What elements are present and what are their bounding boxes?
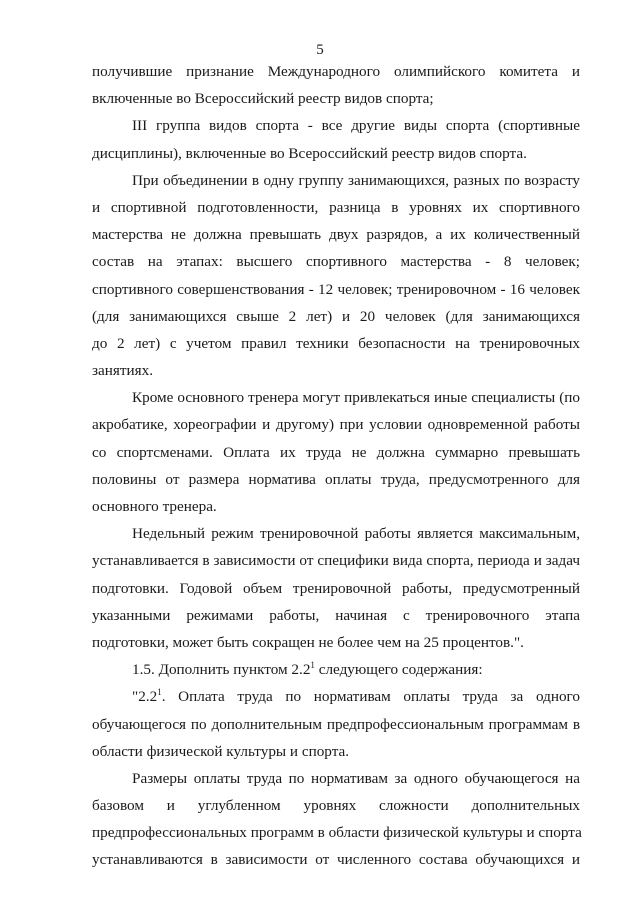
text-line: спортивного совершенствования - 12 человек; тренировочном - 16 человек [92,280,580,298]
superscript: 1 [310,660,315,671]
text-line: Размеры оплаты труда по нормативам за одного обучающегося на [132,769,580,787]
text-line: и спортивной подготовленности, разница в уровнях их спортивного [92,198,580,216]
text-line: предпрофессиональных программ в области физической культуры и спорта [92,824,582,842]
text-line: мастерства не должна превышать двух разрядов, а их количественный [92,226,580,244]
text-line: (для занимающихся свыше 2 лет) и 20 человек (для занимающихся [92,307,580,325]
text-line: III группа видов спорта - все другие виды спорта (спортивные [132,117,580,135]
text-line: дисциплины), включенные во Всероссийский реестр видов спорта. [92,144,527,162]
text-line: подготовки, может быть сокращен не более чем на 25 процентов.". [92,633,524,651]
text-line: Кроме основного тренера могут привлекаться иные специалисты (по [132,389,580,407]
text-line: основного тренера. [92,498,217,515]
text-run: "2.2 [132,688,158,706]
text-run: . Оплата труда по нормативам оплаты труда за одного [161,688,580,706]
text-line: устанавливаются в зависимости от численного состава обучающихся и [92,851,580,869]
text-line: подготовки. Годовой объем тренировочной работы, предусмотренный [92,579,580,597]
text-line: до 2 лет) с учетом правил техники безопасности на тренировочных [92,334,580,352]
text-line: указанными режимами работы, начиная с тренировочного этапа [92,606,580,624]
superscript: 1 [157,687,162,698]
text-line: состав на этапах: высшего спортивного мастерства - 8 человек; [92,253,580,271]
page-number: 5 [316,42,324,58]
document-body [92,58,580,874]
text-line: занятиях. [92,362,153,380]
text-line: со спортсменами. Оплата их труда не должна суммарно превышать [92,443,580,461]
text-line: Недельный режим тренировочной работы является максимальным, [132,525,580,543]
text-line: устанавливается в зависимости от специфики вида спорта, периода и задач [92,552,580,570]
text-line: включенные во Всероссийский реестр видов спорта; [92,90,434,108]
text-line: половины от размера норматива оплаты труда, предусмотренного для [92,470,580,488]
text-line: базовом и углубленном уровнях сложности дополнительных [92,797,580,815]
text-run: 1.5. Дополнить пунктом 2.2 [132,661,311,679]
text-line [92,656,580,683]
text-line: акробатике, хореографии и другому) при условии одновременной работы [92,416,580,434]
text-line [92,683,580,710]
text-line: обучающегося по дополнительным предпрофессиональным программам в [92,715,580,733]
text-line: области физической культуры и спорта. [92,742,350,760]
text-line: получившие признание Международного олимпийского комитета и [92,63,580,80]
text-run: следующего содержания: [314,661,483,679]
text-line: При объединении в одну группу занимающихся, разных по возрасту [132,171,580,189]
